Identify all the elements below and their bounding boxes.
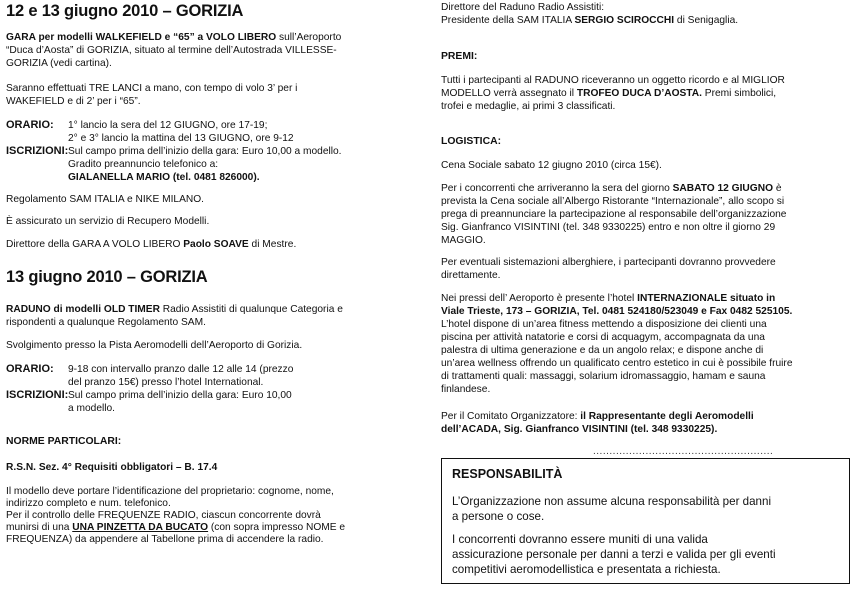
- concorrenti-line-2: prevista la Cena sociale all’Albergo Ristorante “Internazionale”, allo scopo si: [441, 196, 785, 207]
- modello-line-1: Il modello deve portare l’identificazione del proprietario: cognome, nome,: [6, 486, 334, 497]
- resp-p2-line-3: competitivi aeromodellistica e presentata a richiesta.: [452, 563, 721, 576]
- premi-title: PREMI:: [441, 51, 478, 62]
- premi-line-3: trofei e medaglie, ai primi 3 classificati.: [441, 101, 616, 112]
- dir-radio-line-1: Direttore del Raduno Radio Assistiti:: [441, 2, 605, 13]
- separator-dots: .......................................................: [593, 446, 774, 457]
- resp-p1-line-2: a persone o cose.: [452, 510, 545, 523]
- hotel-line-3: L’hotel dispone di un’area fitness mettendo a disposizione dei clienti una: [441, 319, 767, 330]
- section-title-12-13-june: 12 e 13 giugno 2010 – GORIZIA: [6, 2, 244, 20]
- orario2-label: ORARIO:: [6, 363, 54, 375]
- resp-p2-line-2: assicurazione personale per danni a terzi e valida per gli eventi: [452, 548, 776, 561]
- premi-line-2: MODELLO verrà assegnato il TROFEO DUCA D’AOSTA. Premi simbolici,: [441, 88, 777, 99]
- responsabilita-title: RESPONSABILITÀ: [452, 467, 563, 481]
- logistica-title: LOGISTICA:: [441, 136, 502, 147]
- hotel-line-5: palestra di ultima generazione e da un angolo relax; e dispone anche di: [441, 345, 764, 356]
- modello-line-4: munirsi di una UNA PINZETTA DA BUCATO (con sopra impresso NOME e: [6, 522, 346, 533]
- resp-p2-line-1: I concorrenti dovranno essere muniti di una valida: [452, 533, 708, 546]
- dir-radio-line-2: Presidente della SAM ITALIA SERGIO SCIROCCHI di Senigaglia.: [441, 15, 739, 26]
- concorrenti-line-3: prega di preannunciare la partecipazione al responsabile dell’organizzazione: [441, 209, 787, 220]
- raduno-line-2: rispondenti a qualunque Regolamento SAM.: [6, 317, 206, 328]
- gara-line-1: GARA per modelli WALKEFIELD e “65” a VOLO LIBERO sull’Aeroporto: [6, 32, 342, 43]
- concorrenti-line-1: Per i concorrenti che arriveranno la sera del giorno SABATO 12 GIUGNO è: [441, 183, 782, 194]
- hotel-line-4: piscina per attività natatorie e corsi di acquagym, accompagnata da una: [441, 332, 765, 343]
- regolamento-text: Regolamento SAM ITALIA e NIKE MILANO.: [6, 194, 204, 205]
- orario-line-2: 2° e 3° lancio la mattina del 13 GIUGNO, ore 9-12: [68, 133, 294, 144]
- recupero-text: È assicurato un servizio di Recupero Modelli.: [6, 216, 210, 227]
- iscrizioni2-line-2: a modello.: [68, 403, 116, 414]
- concorrenti-line-5: MAGGIO.: [441, 235, 486, 246]
- modello-line-2: indirizzo completo e num. telefonico.: [6, 498, 171, 509]
- iscrizioni-line-2: Gradito preannuncio telefonico a:: [68, 159, 219, 170]
- concorrenti-line-4: Sig. Gianfranco VISINTINI (tel. 348 9330225) entro e non oltre il giorno 29: [441, 222, 776, 233]
- orario-line-1: 1° lancio la sera del 12 GIUGNO, ore 17-19;: [68, 120, 268, 131]
- sistemazioni-line-1: Per eventuali sistemazioni alberghiere, i partecipanti dovranno provvedere: [441, 257, 776, 268]
- comitato-line-2: dell’ACADA, Sig. Gianfranco VISINTINI (tel. 348 9330225).: [441, 424, 718, 435]
- hotel-line-1: Nei pressi dell’ Aeroporto è presente l’hotel INTERNAZIONALE situato in: [441, 293, 776, 304]
- iscrizioni-contact: GIALANELLA MARIO (tel. 0481 826000).: [68, 172, 260, 183]
- cena-text: Cena Sociale sabato 12 giugno 2010 (circa 15€).: [441, 160, 662, 171]
- sistemazioni-line-2: direttamente.: [441, 270, 501, 281]
- hotel-line-6: un’area wellness offrendo un qualificato centro estetico in cui è possibile fruire: [441, 358, 793, 369]
- gara-line-2: “Duca d’Aosta” di GORIZIA, situato al termine dell’Autostrada VILLESSE-: [6, 45, 337, 56]
- modello-line-5: FREQUENZA) da appendere al Tabellone prima di accendere la radio.: [6, 534, 324, 545]
- orario-label: ORARIO:: [6, 119, 54, 131]
- raduno-line-1: RADUNO di modelli OLD TIMER Radio Assistiti di qualunque Categoria e: [6, 304, 343, 315]
- hotel-line-8: finlandese.: [441, 384, 491, 395]
- lanci-line-1: Saranno effettuati TRE LANCI a mano, con tempo di volo 3’ per i: [6, 83, 298, 94]
- iscrizioni-label: ISCRIZIONI:: [6, 145, 69, 157]
- svolgimento-text: Svolgimento presso la Pista Aeromodelli dell’Aeroporto di Gorizia.: [6, 340, 303, 351]
- norme-title: NORME PARTICOLARI:: [6, 436, 122, 447]
- responsabilita-box: [441, 458, 850, 584]
- hotel-address: Viale Trieste, 173 – GORIZIA, Tel. 0481 524180/523049 e Fax 0482 525105.: [441, 306, 793, 317]
- lanci-line-2: WAKEFIELD e di 2’ per i “65”.: [6, 96, 141, 107]
- section-title-13-june: 13 giugno 2010 – GORIZIA: [6, 268, 208, 286]
- resp-p1-line-1: L’Organizzazione non assume alcuna responsabilità per danni: [452, 495, 772, 508]
- orario2-line-2: del pranzo 15€) presso l’hotel International.: [68, 377, 264, 388]
- iscrizioni2-label: ISCRIZIONI:: [6, 389, 69, 401]
- rsn-text: R.S.N. Sez. 4° Requisiti obbligatori – B. 17.4: [6, 462, 218, 473]
- gara-line-3: GORIZIA (vedi cartina).: [6, 58, 112, 69]
- orario2-line-1: 9-18 con intervallo pranzo dalle 12 alle 14 (prezzo: [68, 364, 294, 375]
- comitato-line-1: Per il Comitato Organizzatore: il Rappresentante degli Aeromodelli: [441, 411, 754, 422]
- iscrizioni2-line-1: Sul campo prima dell’inizio della gara: Euro 10,00: [68, 390, 292, 401]
- hotel-line-7: di trattamenti quali: massaggi, solarium idromassaggio, hamam e sauna: [441, 371, 766, 382]
- modello-line-3: Per il controllo delle FREQUENZE RADIO, ciascun concorrente dovrà: [6, 510, 321, 521]
- direttore-gara-text: Direttore della GARA A VOLO LIBERO Paolo SOAVE di Mestre.: [6, 239, 297, 250]
- iscrizioni-line-1: Sul campo prima dell’inizio della gara: Euro 10,00 a modello.: [68, 146, 342, 157]
- premi-line-1: Tutti i partecipanti al RADUNO riceveranno un oggetto ricordo e al MIGLIOR: [441, 75, 785, 86]
